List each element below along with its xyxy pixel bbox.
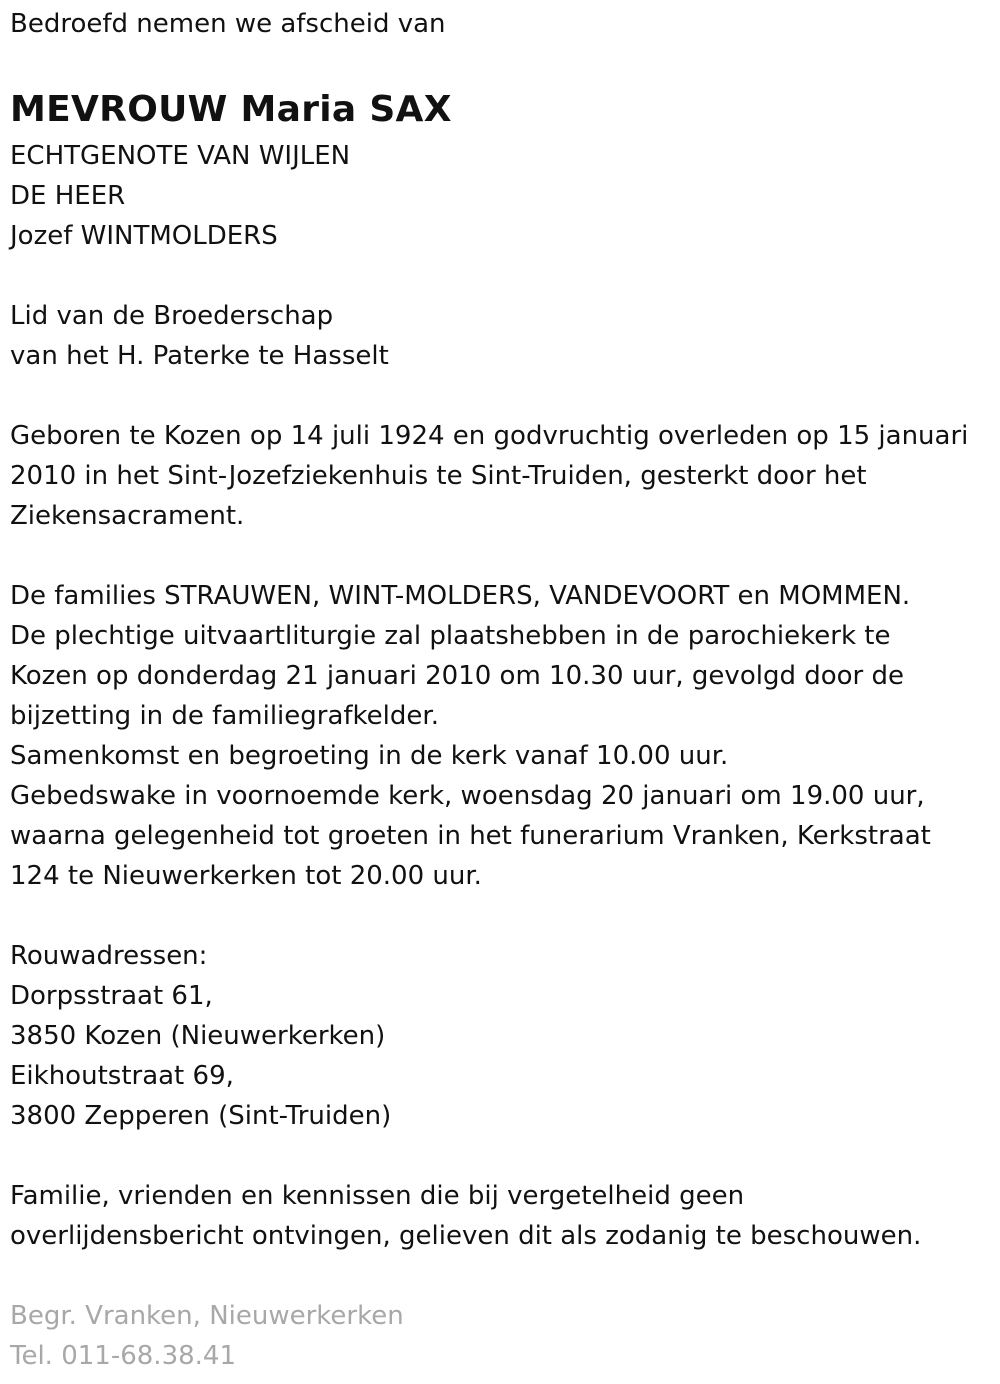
birth-death-line: Ziekensacrament. (10, 501, 245, 531)
spouse-block (10, 136, 995, 256)
deceased-name: MEVROUW Maria SAX (10, 89, 452, 130)
addresses-heading: Rouwadressen: (10, 941, 208, 971)
funeral-director-name: Begr. Vranken, Nieuwerkerken (10, 1301, 404, 1331)
ceremony-line: bijzetting in de familiegrafkelder. (10, 701, 439, 731)
spouse-line: Jozef WINTMOLDERS (10, 221, 278, 251)
address-line: 3800 Zepperen (Sint-Truiden) (10, 1101, 392, 1131)
funeral-director-footer (10, 1296, 995, 1376)
address-line: Eikhoutstraat 69, (10, 1061, 234, 1091)
ceremony-line: De families STRAUWEN, WINT-MOLDERS, VANDEVOORT en MOMMEN. (10, 581, 911, 611)
spacer (10, 1136, 995, 1176)
ceremony-line: De plechtige uitvaartliturgie zal plaatshebben in de parochiekerk te (10, 621, 891, 651)
membership-line: Lid van de Broederschap (10, 301, 334, 331)
spacer (10, 896, 995, 936)
address-line: Dorpsstraat 61, (10, 981, 213, 1011)
notice-line: overlijdensbericht ontvingen, gelieven dit als zodanig te beschouwen. (10, 1221, 922, 1251)
membership-block (10, 296, 995, 376)
spacer (10, 256, 995, 296)
address-line: 3850 Kozen (Nieuwerkerken) (10, 1021, 386, 1051)
ceremony-line: waarna gelegenheid tot groeten in het funerarium Vranken, Kerkstraat (10, 821, 931, 851)
notice-paragraph (10, 1176, 995, 1256)
birth-death-paragraph (10, 416, 995, 536)
birth-death-line: Geboren te Kozen op 14 juli 1924 en godvruchtig overleden op 15 januari (10, 421, 969, 451)
ceremony-line: Gebedswake in voornoemde kerk, woensdag 20 januari om 19.00 uur, (10, 781, 925, 811)
spacer (10, 376, 995, 416)
spouse-line: ECHTGENOTE VAN WIJLEN (10, 141, 351, 171)
birth-death-line: 2010 in het Sint-Jozefziekenhuis te Sint-Truiden, gesterkt door het (10, 461, 867, 491)
obituary-notice (10, 0, 995, 1376)
ceremony-line: Kozen op donderdag 21 januari 2010 om 10.30 uur, gevolgd door de (10, 661, 904, 691)
ceremony-line: Samenkomst en begroeting in de kerk vanaf 10.00 uur. (10, 741, 729, 771)
intro-text: Bedroefd nemen we afscheid van (10, 9, 446, 39)
spacer (10, 536, 995, 576)
addresses-block (10, 936, 995, 1136)
ceremony-line: 124 te Nieuwerkerken tot 20.00 uur. (10, 861, 482, 891)
funeral-director-phone: Tel. 011-68.38.41 (10, 1341, 237, 1371)
membership-line: van het H. Paterke te Hasselt (10, 341, 389, 371)
ceremony-paragraph (10, 576, 995, 896)
notice-line: Familie, vrienden en kennissen die bij vergetelheid geen (10, 1181, 745, 1211)
spacer (10, 1256, 995, 1296)
spouse-line: DE HEER (10, 181, 126, 211)
